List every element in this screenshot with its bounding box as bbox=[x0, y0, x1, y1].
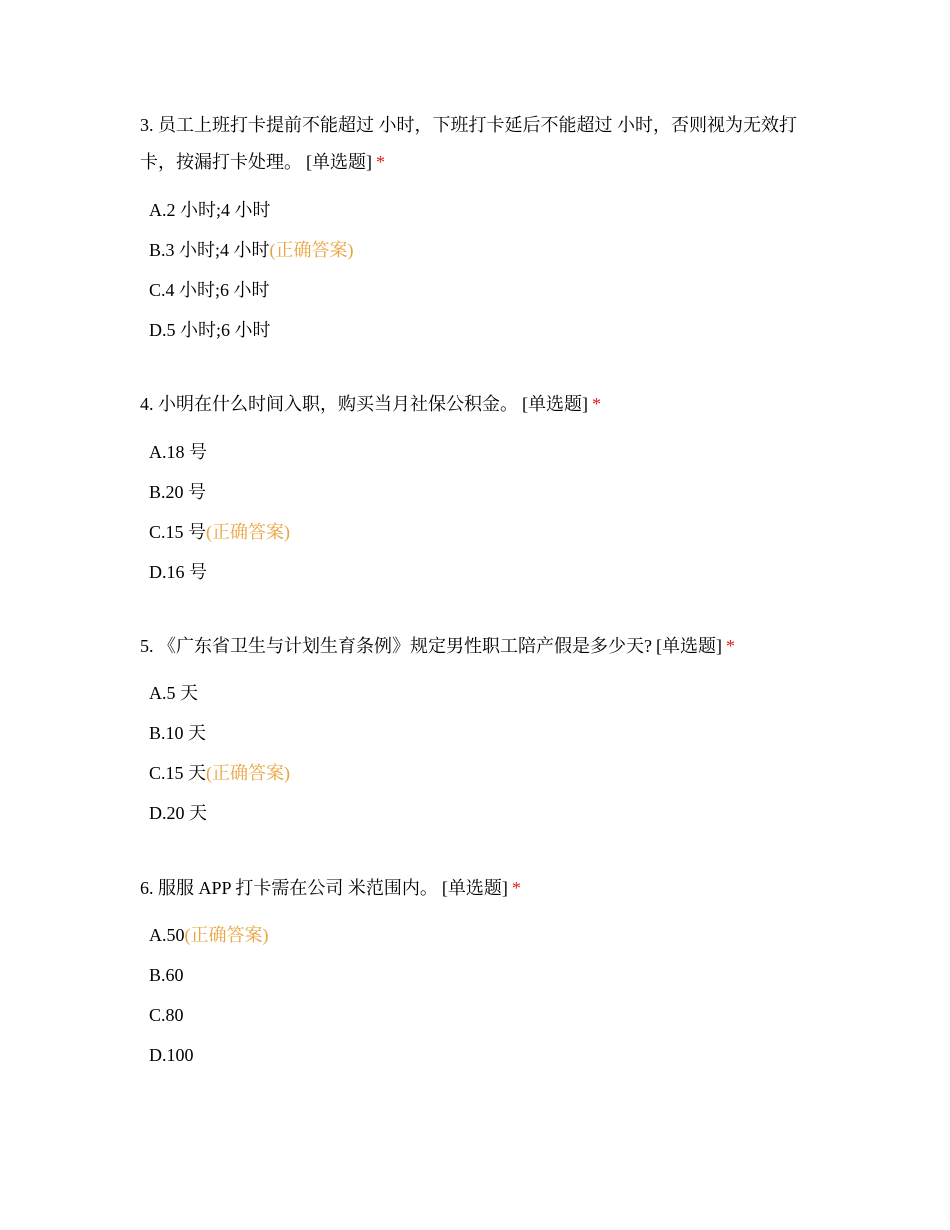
option-b[interactable] bbox=[140, 955, 810, 995]
question-type-label: [单选题] bbox=[522, 394, 588, 414]
option-text: A.50 bbox=[149, 925, 185, 945]
option-c[interactable] bbox=[140, 270, 810, 310]
option-c[interactable] bbox=[140, 753, 810, 793]
question-type-label: [单选题] bbox=[656, 636, 722, 656]
option-text: B.3 小时;4 小时 bbox=[149, 240, 270, 260]
correct-answer-note: (正确答案) bbox=[206, 522, 291, 542]
option-text: C.4 小时;6 小时 bbox=[149, 280, 270, 300]
option-text: B.60 bbox=[149, 965, 184, 985]
required-mark: * bbox=[592, 394, 601, 414]
question-4 bbox=[140, 386, 810, 592]
option-b[interactable] bbox=[140, 230, 810, 270]
question-5 bbox=[140, 628, 810, 833]
question-text: 6. 服服 APP 打卡需在公司 米范围内。 bbox=[140, 878, 438, 898]
option-a[interactable] bbox=[140, 915, 810, 955]
question-text: 5. 《广东省卫生与计划生育条例》规定男性职工陪产假是多少天? bbox=[140, 636, 652, 656]
option-text: B.10 天 bbox=[149, 723, 207, 743]
option-c[interactable] bbox=[140, 995, 810, 1035]
option-a[interactable] bbox=[140, 190, 810, 230]
option-text: A.5 天 bbox=[149, 683, 198, 703]
option-a[interactable] bbox=[140, 673, 810, 713]
question-title bbox=[140, 628, 810, 665]
question-title bbox=[140, 386, 810, 423]
option-text: D.5 小时;6 小时 bbox=[149, 320, 271, 340]
required-mark: * bbox=[511, 878, 521, 898]
question-text: 3. 员工上班打卡提前不能超过 小时，下班打卡延后不能超过 小时，否则视为无效打卡，按漏打卡处理。 bbox=[140, 115, 797, 172]
option-b[interactable] bbox=[140, 472, 810, 512]
required-mark: * bbox=[376, 152, 385, 172]
option-text: B.20 号 bbox=[149, 482, 207, 502]
option-d[interactable] bbox=[140, 310, 810, 350]
question-text: 4. 小明在什么时间入职，购买当月社保公积金。 bbox=[140, 394, 518, 414]
question-6 bbox=[140, 870, 810, 1075]
option-b[interactable] bbox=[140, 713, 810, 753]
option-c[interactable] bbox=[140, 512, 810, 552]
option-list bbox=[140, 190, 810, 350]
option-text: D.20 天 bbox=[149, 803, 207, 823]
option-text: C.80 bbox=[149, 1005, 184, 1025]
option-text: D.16 号 bbox=[149, 562, 207, 582]
option-text: C.15 天 bbox=[149, 763, 207, 783]
option-text: A.18 号 bbox=[149, 442, 207, 462]
option-text: C.15 号 bbox=[149, 522, 207, 542]
question-title bbox=[140, 107, 810, 181]
option-d[interactable] bbox=[140, 793, 810, 833]
option-a[interactable] bbox=[140, 432, 810, 472]
question-title bbox=[140, 870, 810, 907]
option-list bbox=[140, 432, 810, 592]
option-list bbox=[140, 915, 810, 1075]
option-d[interactable] bbox=[140, 1035, 810, 1075]
option-text: A.2 小时;4 小时 bbox=[149, 200, 271, 220]
correct-answer-note: (正确答案) bbox=[184, 925, 269, 945]
required-mark: * bbox=[726, 636, 735, 656]
option-d[interactable] bbox=[140, 552, 810, 592]
option-list bbox=[140, 673, 810, 833]
question-type-label: [单选题] bbox=[306, 152, 372, 172]
correct-answer-note: (正确答案) bbox=[269, 240, 354, 260]
question-3 bbox=[140, 107, 810, 350]
option-text: D.100 bbox=[149, 1045, 194, 1065]
correct-answer-note: (正确答案) bbox=[206, 763, 291, 783]
question-type-label: [单选题] bbox=[441, 878, 508, 898]
